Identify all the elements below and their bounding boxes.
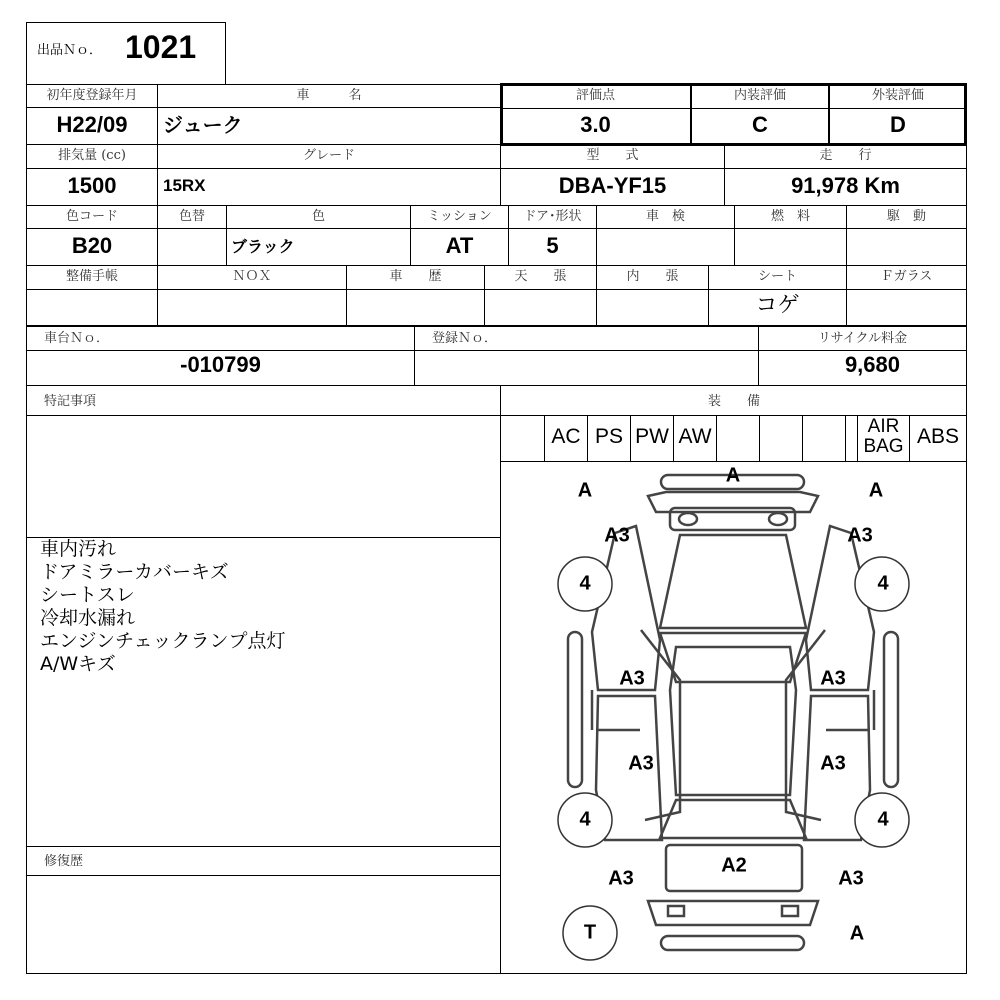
fuel-label: 燃 料 (770, 209, 810, 224)
car-name-value: ジューク (163, 113, 243, 137)
chassis-number-label: 車台Ｎｏ． (44, 331, 110, 346)
doors-value: 5 (546, 233, 559, 258)
damage-mark: 4 (579, 808, 591, 831)
exterior-grade-value: D (890, 112, 906, 137)
car-diagram (501, 462, 966, 973)
equipment-ac: AC (551, 425, 581, 448)
score-value: 3.0 (580, 112, 611, 137)
car-name-label: 車 名 (296, 88, 362, 103)
remark-item: 車内汚れ (40, 538, 117, 560)
damage-mark: A3 (847, 524, 873, 547)
displacement-value: 1500 (67, 173, 117, 198)
repaint-label: 色替 (178, 209, 205, 224)
damage-mark: A (849, 922, 865, 945)
score-label: 評価点 (575, 88, 615, 103)
damage-mark: A (725, 464, 741, 487)
color-code-label: 色コード (65, 209, 118, 224)
remark-item: ドアミラーカバーキズ (40, 561, 229, 583)
headliner-label: 天 張 (514, 269, 567, 284)
damage-mark: 4 (877, 808, 889, 831)
seat-value: コゲ (755, 293, 800, 318)
damage-mark: A3 (838, 867, 864, 890)
lot-number: 1021 (125, 29, 197, 65)
mileage-value: 91,978 Km (791, 173, 900, 198)
color-code-value: B20 (71, 233, 113, 258)
damage-mark: A3 (820, 667, 846, 690)
interior-trim-label: 内 張 (626, 269, 679, 284)
equipment-abs: ABS (916, 425, 960, 448)
lot-number-label: 出品Ｎｏ． (37, 43, 103, 58)
damage-mark: A (577, 479, 593, 502)
equipment-ps: PS (594, 425, 623, 448)
drive-label: 駆 動 (886, 209, 926, 224)
equipment-airbag: AIR BAG (863, 416, 904, 457)
mileage-label: 走 行 (819, 148, 872, 163)
nox-label: ＮＯＸ (232, 269, 272, 284)
repair-history-label: 修復歴 (44, 854, 84, 869)
damage-mark: A3 (619, 667, 645, 690)
first-registration-label: 初年度登録年月 (46, 88, 138, 103)
special-notes-label: 特記事項 (44, 394, 97, 409)
remark-item: シートスレ (40, 584, 135, 606)
interior-grade-value: C (752, 112, 768, 137)
equipment-label: 装 備 (707, 394, 760, 409)
grade-label: グレード (302, 148, 355, 163)
history-label: 車 歴 (389, 269, 442, 284)
maintenance-record-label: 整備手帳 (65, 269, 118, 284)
recycle-fee-label: リサイクル料金 (817, 331, 908, 346)
seat-label: シート (757, 269, 797, 284)
damage-mark: A2 (721, 854, 747, 877)
remark-item: 冷却水漏れ (40, 607, 136, 629)
damage-mark: A3 (820, 752, 846, 775)
inspection-label: 車 検 (645, 209, 685, 224)
transmission-label: ミッション (427, 209, 492, 224)
recycle-fee-value: 9,680 (844, 352, 900, 377)
transmission-value: AT (445, 233, 474, 258)
chassis-number-value: -010799 (180, 352, 261, 377)
wheel-circles (558, 557, 909, 960)
first-registration-value: H22/09 (56, 112, 128, 137)
damage-mark: A3 (604, 524, 630, 547)
damage-mark: 4 (877, 572, 889, 595)
model-label: 型 式 (586, 148, 639, 163)
damage-mark: A3 (628, 752, 654, 775)
model-value: DBA-YF15 (558, 173, 667, 198)
lot-number-box (26, 22, 226, 84)
registration-number-label: 登録Ｎｏ． (432, 331, 498, 346)
remark-item: エンジンチェックランプ点灯 (40, 630, 286, 652)
remark-item: A/Wキズ (40, 653, 116, 675)
grade-value: 15RX (163, 176, 206, 195)
doors-label: ドア･形状 (523, 209, 582, 224)
front-glass-label: Ｆガラス (880, 269, 933, 284)
equipment-pw: PW (635, 425, 669, 448)
displacement-label: 排気量 (cc) (58, 148, 126, 163)
equipment-aw: AW (678, 425, 712, 448)
interior-grade-label: 内装評価 (733, 88, 786, 103)
color-label: 色 (311, 209, 325, 224)
damage-mark: 4 (579, 572, 591, 595)
damage-mark: A (868, 479, 884, 502)
damage-mark: T (583, 921, 597, 944)
exterior-grade-label: 外装評価 (871, 88, 924, 103)
damage-mark: A3 (608, 867, 634, 890)
color-value: ブラック (231, 237, 295, 256)
